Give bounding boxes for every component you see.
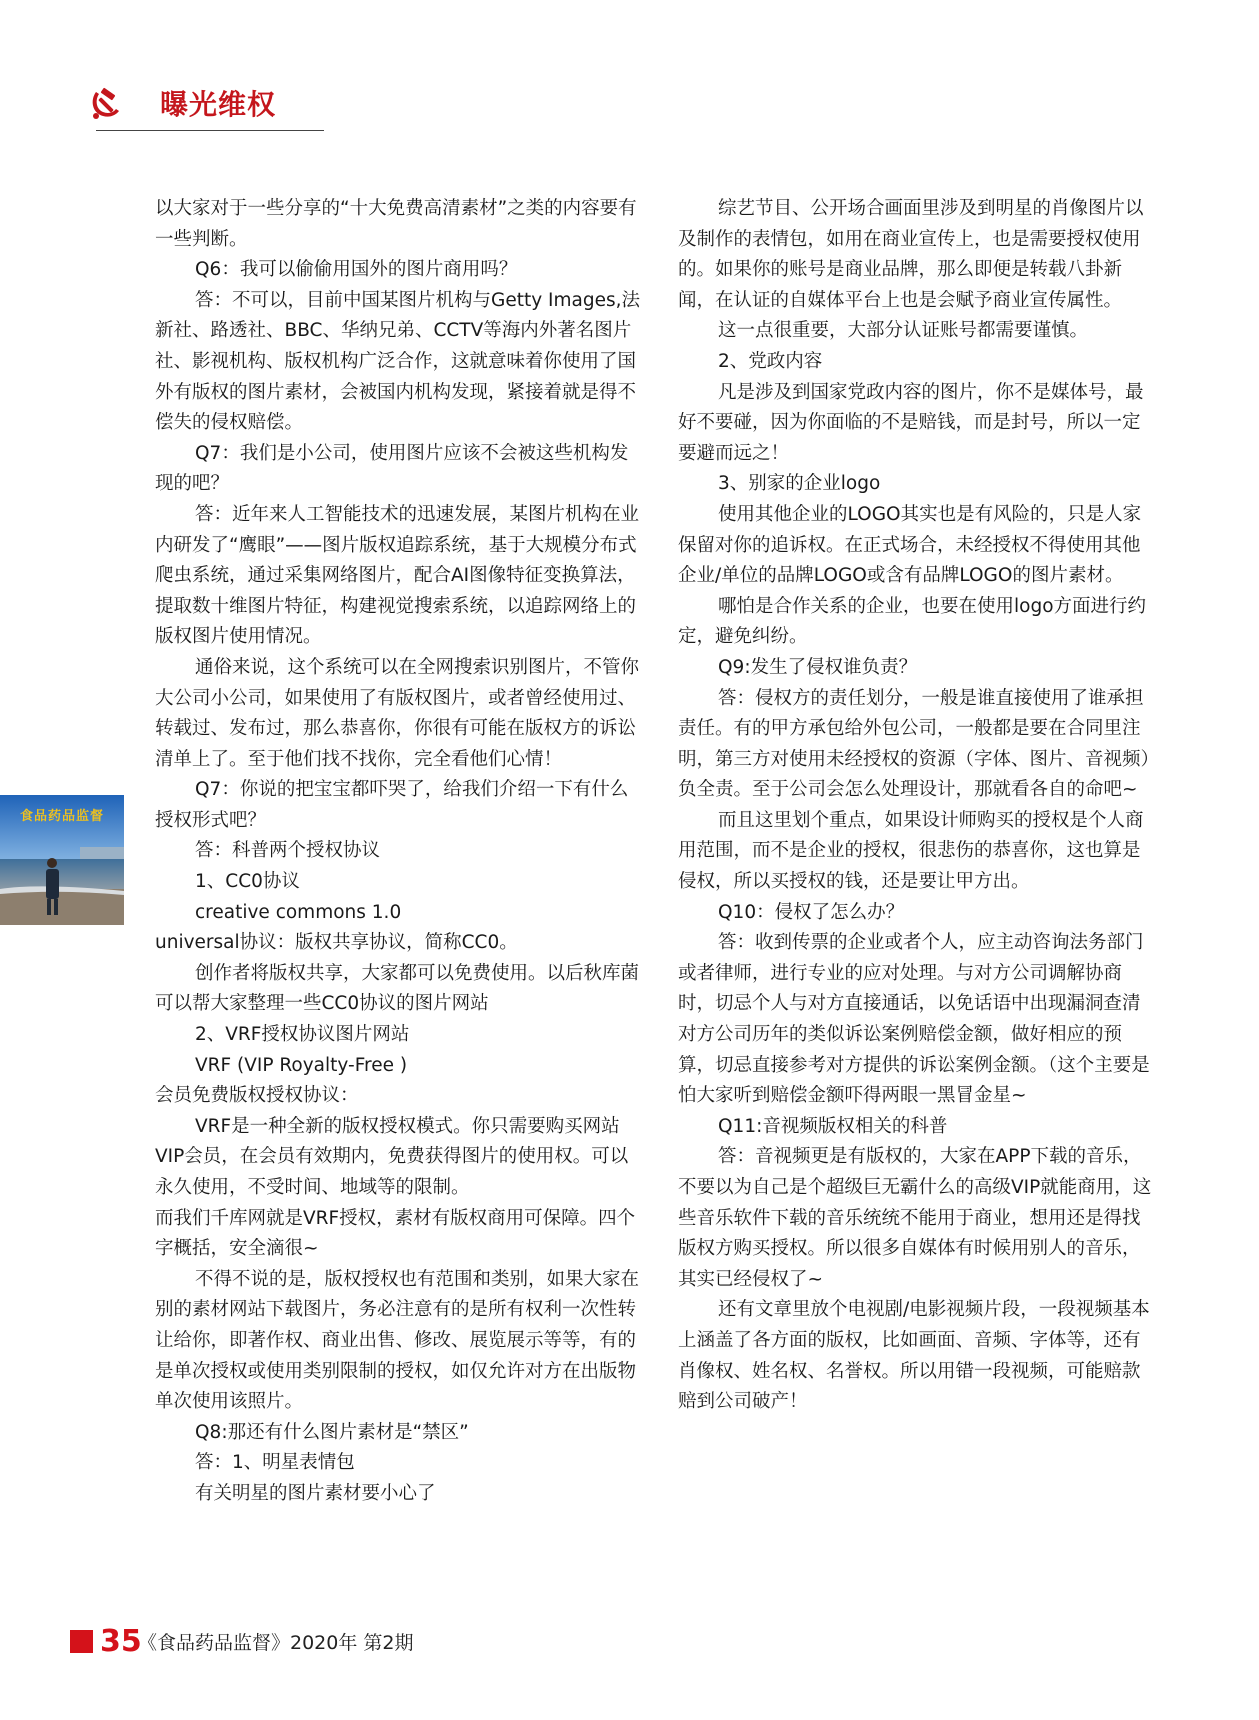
paragraph: creative commons 1.0: [195, 901, 402, 923]
paragraph: 答：近年来人工智能技术的迅速发展，某图片机构在业内研发了“鹰眼”——图片版权追踪系统，基于大规模分布式爬虫系统，通过采集网络图片，配合AI图像特征变换算法，提取数十维图片特征，构建视觉搜索系统，以追踪网络上的版权图片使用情况。: [155, 503, 640, 648]
paragraph: 使用其他企业的LOGO其实也是有风险的，只是人家保留对你的追诉权。在正式场合，未经授权不得使用其他企业/单位的品牌LOGO或含有品牌LOGO的图片素材。: [678, 503, 1142, 587]
paragraph: 答：不可以，目前中国某图片机构与Getty Images,法新社、路透社、BBC、华纳兄弟、CCTV等海内外著名图片社、影视机构、版权机构广泛合作，这就意味着你使用了国外有版权的图片素材，会被国内机构发现，紧接着就是得不偿失的侵权赔偿。: [155, 289, 641, 434]
section-title: 曝光维权: [160, 88, 277, 121]
paragraph: Q6：我可以偷偷用国外的图片商用吗？: [195, 259, 518, 281]
paragraph: 2、VRF授权协议图片网站: [195, 1024, 410, 1046]
page-number: 35: [100, 1624, 142, 1659]
paragraph: VRF是一种全新的版权授权模式。你只需要购买网站VIP会员，在会员有效期内，免费获得图片的使用权。可以永久使用，不受时间、地域等的限制。: [155, 1115, 629, 1198]
paragraph: Q11:音视频版权相关的科普: [718, 1115, 948, 1137]
paragraph: universal协议：版权共享协议，简称CC0。: [155, 932, 518, 954]
header-divider: [96, 130, 324, 131]
paragraph: 通俗来说，这个系统可以在全网搜索识别图片，不管你大公司小公司，如果使用了有版权图片，或者曾经使用过、转载过、发布过，那么恭喜你，你很有可能在版权方的诉讼清单上了。至于他们找不找你，完全看他们心情！: [155, 656, 640, 770]
paragraph: 答：科普两个授权协议: [195, 840, 381, 862]
page-footer: [70, 1622, 490, 1662]
photo-caption: 食品药品监督: [19, 809, 104, 824]
paragraph: Q8:那还有什么图片素材是“禁区”: [195, 1421, 469, 1443]
page-marker: [70, 1630, 93, 1653]
page-header: [88, 86, 324, 132]
paragraph: 答：侵权方的责任划分，一般是谁直接使用了谁承担责任。有的甲方承包给外包公司，一般都是要在合同里注明，第三方对使用未经授权的资源（字体、图片、音视频）负全责。至于公司会怎么处理设计，那就看各自的命吧~: [678, 687, 1150, 801]
paragraph: 有关明星的图片素材要小心了: [195, 1482, 436, 1504]
paragraph: 而我们千库网就是VRF授权，素材有版权商用可保障。四个字概括，安全滴很~: [155, 1207, 636, 1260]
paragraph: 3、别家的企业logo: [718, 473, 881, 495]
paragraph: 不得不说的是，版权授权也有范围和类别，如果大家在别的素材网站下载图片，务必注意有的是所有权利一次性转让给你，即著作权、商业出售、修改、展览展示等等，有的是单次授权或使用类别限制的授权，如仅允许对方在出版物单次使用该照片。: [155, 1268, 640, 1413]
paragraph: 会员免费版权授权协议：: [155, 1085, 359, 1107]
paragraph: VRF (VIP Royalty-Free ): [195, 1054, 408, 1076]
side-photo: [0, 795, 124, 925]
paragraph: 答：收到传票的企业或者个人，应主动咨询法务部门或者律师，进行专业的应对处理。与对方公司调解协商时，切忌个人与对方直接通话，以免话语中出现漏洞查清对方公司历年的类似诉讼案例赔偿金额，做好相应的预算，切忌直接参考对方提供的诉讼案例金额。（这个主要是怕大家听到赔偿金额吓得两眼一黑冒金星~: [678, 932, 1150, 1107]
paragraph: 以大家对于一些分享的“十大免费高清素材”之类的内容要有一些判断。: [155, 198, 637, 250]
journal-issue: 《食品药品监督》2020年 第2期: [138, 1632, 414, 1654]
paragraph: Q7：你说的把宝宝都吓哭了，给我们介绍一下有什么授权形式吧？: [155, 779, 629, 831]
paragraph: 创作者将版权共享，大家都可以免费使用。以后秋库菌可以帮大家整理一些CC0协议的图片网站: [155, 962, 640, 1015]
paragraph: Q7：我们是小公司，使用图片应该不会被这些机构发现的吧？: [155, 442, 629, 495]
paragraph: 凡是涉及到国家党政内容的图片，你不是媒体号，最好不要碰，因为你面临的不是赔钱，而是封号，所以一定要避而远之！: [678, 381, 1144, 464]
right-column: [678, 194, 1154, 1418]
paragraph: 2、党政内容: [718, 350, 823, 372]
paragraph: 这一点很重要，大部分认证账号都需要谨慎。: [718, 320, 1089, 342]
hammer-sickle-icon: [88, 86, 122, 120]
paragraph: 1、CC0协议: [195, 871, 300, 893]
paragraph: 综艺节目、公开场合画面里涉及到明星的肖像图片以及制作的表情包，如用在商业宣传上，也是需要授权使用的。如果你的账号是商业品牌，那么即便是转载八卦新闻，在认证的自媒体平台上也是会赋予商业宣传属性。: [678, 198, 1144, 311]
paragraph: 而且这里划个重点，如果设计师购买的授权是个人商用范围，而不是企业的授权，很悲伤的恭喜你，这也算是侵权，所以买授权的钱，还是要让甲方出。: [678, 809, 1144, 893]
paragraph: 答：音视频更是有版权的，大家在APP下载的音乐，不要以为自己是个超级巨无霸什么的高级VIP就能商用，这些音乐软件下载的音乐统统不能用于商业，想用还是得找版权方购买授权。所以很多自媒体有时候用别人的音乐，其实已经侵权了~: [678, 1146, 1152, 1290]
paragraph: 还有文章里放个电视剧/电影视频片段，一段视频基本上涵盖了各方面的版权，比如画面、音频、字体等，还有肖像权、姓名权、名誉权。所以用错一段视频，可能赔款赔到公司破产！: [678, 1299, 1150, 1413]
paragraph: 哪怕是合作关系的企业，也要在使用logo方面进行约定，避免纠纷。: [678, 595, 1147, 648]
paragraph: 答：1、明星表情包: [195, 1452, 355, 1474]
paragraph: Q10：侵权了怎么办？: [718, 901, 905, 923]
paragraph: Q9:发生了侵权谁负责？: [718, 656, 918, 678]
left-column: [155, 194, 641, 1510]
